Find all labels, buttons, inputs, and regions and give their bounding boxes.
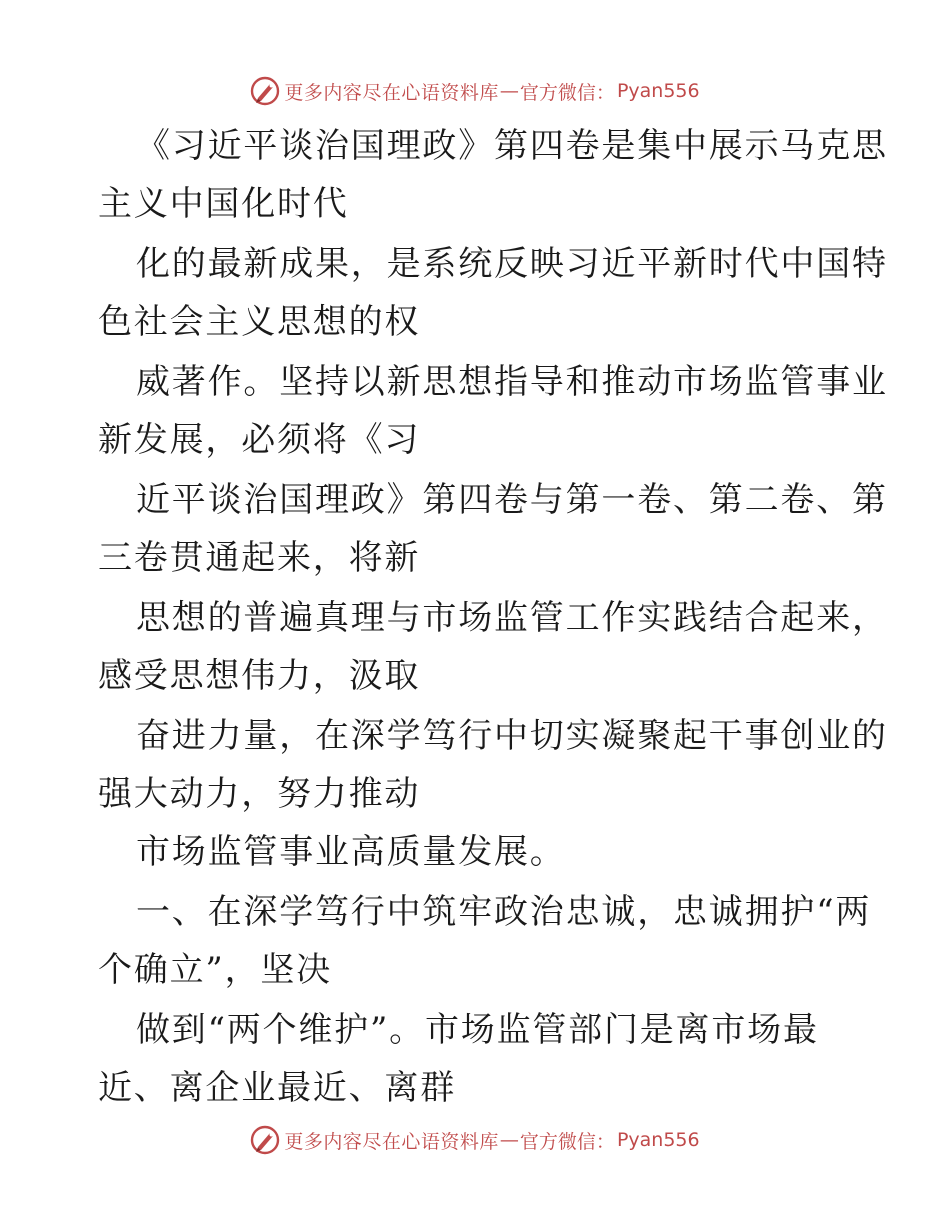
- body-line: 《习近平谈治国理政》第四卷是集中展示马克思: [136, 126, 888, 166]
- body-line: 感受思想伟力，汲取: [98, 656, 421, 696]
- body-line: 市场监管事业高质量发展。: [136, 832, 566, 872]
- body-line: 做到“两个维护”。市场监管部门是离市场最: [136, 1010, 819, 1050]
- body-line: 色社会主义思想的权: [98, 302, 421, 342]
- body-line: 近平谈治国理政》第四卷与第一卷、第二卷、第: [136, 480, 888, 520]
- pen-logo-icon: [250, 1125, 280, 1155]
- header-site-text: 更多内容尽在心语资料库: [284, 81, 499, 104]
- body-line: 威著作。坚持以新思想指导和推动市场监管事业: [136, 362, 888, 402]
- body-line: 近、离企业最近、离群: [98, 1068, 456, 1108]
- header-wechat-label: 官方微信：: [519, 81, 615, 104]
- header-dash: —: [499, 80, 519, 102]
- body-line: 强大动力，努力推动: [98, 774, 421, 814]
- footer-watermark-banner: [0, 1120, 950, 1160]
- footer-site-text: 更多内容尽在心语资料库: [284, 1130, 499, 1153]
- body-line: 奋进力量，在深学笃行中切实凝聚起干事创业的: [136, 716, 888, 756]
- header-watermark-banner: [0, 71, 950, 111]
- body-line: 新发展，必须将《习: [98, 420, 421, 460]
- header-wechat-id: Pyan556: [616, 80, 700, 102]
- pen-logo-icon: [250, 76, 280, 106]
- body-line: 一、在深学笃行中筑牢政治忠诚，忠诚拥护“两: [136, 892, 872, 932]
- footer-wechat-id: Pyan556: [616, 1129, 700, 1151]
- body-line: 化的最新成果，是系统反映习近平新时代中国特: [136, 244, 888, 284]
- body-line: 个确立”，坚决: [98, 950, 332, 990]
- body-line: 思想的普遍真理与市场监管工作实践结合起来，: [136, 598, 888, 638]
- body-line: 三卷贯通起来，将新: [98, 538, 421, 578]
- body-line: 主义中国化时代: [98, 184, 349, 224]
- footer-dash: —: [499, 1129, 519, 1151]
- footer-wechat-label: 官方微信：: [519, 1130, 615, 1153]
